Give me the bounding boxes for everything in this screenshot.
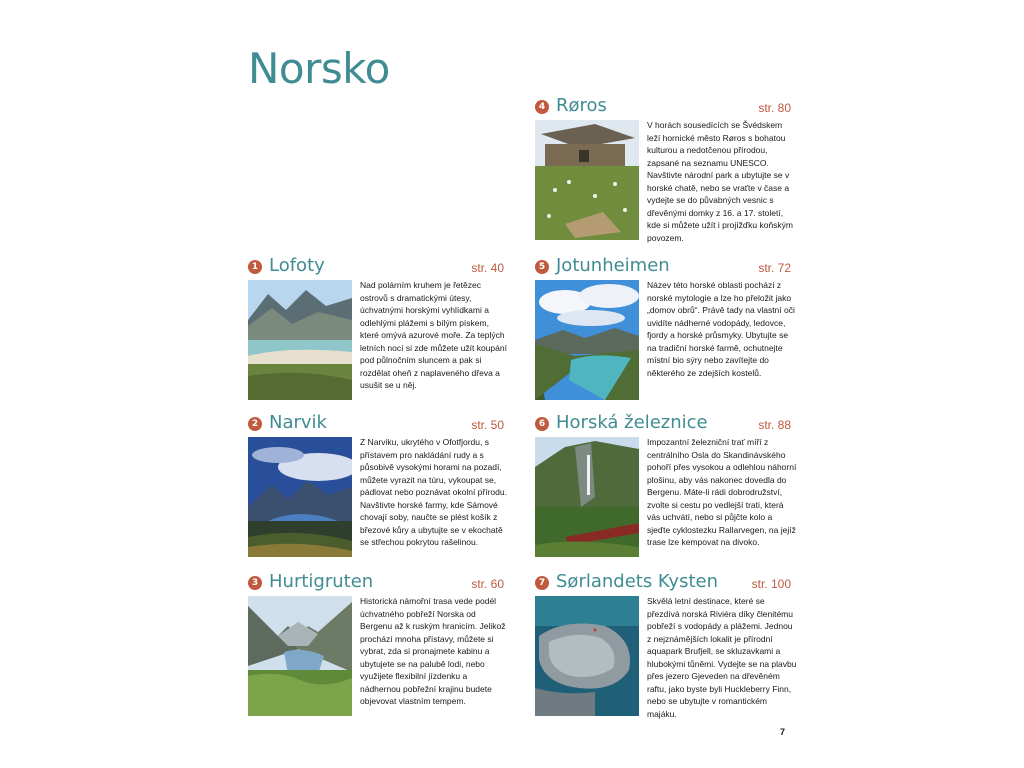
page-number: 7 (780, 727, 786, 737)
entry-page-ref: str. 80 (758, 101, 791, 115)
entry-page-ref: str. 40 (471, 261, 504, 275)
entry-number-badge: 3 (248, 576, 262, 590)
entry-title: Sørlandets Kysten (556, 571, 718, 592)
entry-lofoty (248, 255, 510, 390)
entry-description: Nad polárním kruhem je řetězec ostrovů s dramatickými útesy, úchvatnými horskými vyhlídkami a odlehlými plážemi s bílým pískem, které omývá azurové moře. Za teplých letních nocí si zde můžete užít koupání pod půlnočním sluncem a pak si rozdělat oheň z naplaveného dřeva a usušit se u něj. (360, 280, 507, 390)
entry-number-badge: 7 (535, 576, 549, 590)
entry-number-badge: 2 (248, 417, 262, 431)
entry-number-badge: 1 (248, 260, 262, 274)
entry-description: Historická námořní trasa vede podél úchvatného pobřeží Norska od Bergenu až k ruským hranicím. Jelikož prochází mnoha přístavy, můžete si vybrat, zda si pronajmete kabinu a ubytujete se na palubě lodi, nebo využijete flexibilní jízdenku a nádhernou pobřežní krajinu budete objevovat vlastním tempem. (360, 596, 506, 706)
entry-title: Røros (556, 95, 607, 116)
entry-title: Jotunheimen (556, 255, 670, 276)
entry-photo-beach (248, 280, 352, 400)
entry-page-ref: str. 60 (471, 577, 504, 591)
entry-sorlandets-kysten (535, 571, 797, 719)
entry-photo-railway (535, 437, 639, 557)
entry-title: Horská železnice (556, 412, 708, 433)
page-title: Norsko (248, 44, 390, 93)
entry-photo-valley (248, 596, 352, 716)
entry-description: Impozantní železniční trať míří z centrálního Osla do Skandinávského pohoří přes vysokou a odlehlou náhorní plošinu, aby vás nakonec dovedla do Bergenu. Máte-li rádi dobrodružství, zvolte si cestu po vedlejší trati, která vás uchvátí, nebo si půjčte kolo a sjeďte cyklostezku Rallarvegen, na jejíž trase lze kempovat na divoko. (647, 437, 797, 547)
entry-description: Název této horské oblasti pochází z norské mytologie a lze ho přeložit jako „domov obrů“. Právě tady na vlastní oči uvidíte nádherné vodopády, ledovce, fjordy a horské průsmyky. Ubytujte se na tradiční horské farmě, ochutnejte místní bio sýry nebo zavítejte do některého ze zdejších kostelů. (647, 280, 795, 378)
entry-title: Hurtigruten (269, 571, 374, 592)
entry-number-badge: 5 (535, 260, 549, 274)
entry-description: V horách sousedících se Švédskem leží hornické město Røros s bohatou kulturou a nedotčenou přírodou, zapsané na seznamu UNESCO. Navštivte národní park a ubytujte se v horské chatě, nebo se vraťte v čase a vydejte se do půvabných vesnic s dřevěnými domky z 16. a 17. století, kde si můžete užít i projížďku koňským povozem. (647, 120, 793, 243)
entry-page-ref: str. 100 (751, 577, 791, 591)
entry-page-ref: str. 88 (758, 418, 791, 432)
entry-description: Skvělá letní destinace, které se přezdívá norská Riviéra díky členitému pobřeží s vodopády a plážemi. Jednou z nejznámějších lokalit je přírodní aquapark Brufjell, se skluzavkami a hlubokými tůněmi. Vydejte se na plavbu přes jezero Gjeveden na dřevěném raftu, jako byste byli Huckleberry Finn, nebo se ubytujte v romantickém majáku. (647, 596, 797, 719)
entry-title: Lofoty (269, 255, 325, 276)
entry-photo-fjord (248, 437, 352, 557)
entry-number-badge: 6 (535, 417, 549, 431)
entry-hurtigruten (248, 571, 510, 706)
entry-narvik (248, 412, 510, 547)
entry-number-badge: 4 (535, 100, 549, 114)
entry-photo-cabin (535, 120, 639, 240)
entry-photo-lake (535, 280, 639, 400)
entry-roros (535, 95, 797, 243)
entry-photo-coast (535, 596, 639, 716)
entry-page-ref: str. 50 (471, 418, 504, 432)
entry-jotunheimen (535, 255, 797, 378)
entry-description: Z Narviku, ukrytého v Ofotfjordu, s přístavem pro nakládání rudy a s působivě vysokými horami na pozadí, můžete vyrazit na túru, vykoupat se, pádlovat nebo poznávat okolní přírodu. Navštivte horské farmy, kde Sámové chovají soby, naučte se plést košík z březové kůry a ubytujte se v ekochatě se střechou pokrytou rašelinou. (360, 437, 507, 547)
entry-title: Narvik (269, 412, 327, 433)
entry-page-ref: str. 72 (758, 261, 791, 275)
entry-horska-zeleznice (535, 412, 797, 547)
